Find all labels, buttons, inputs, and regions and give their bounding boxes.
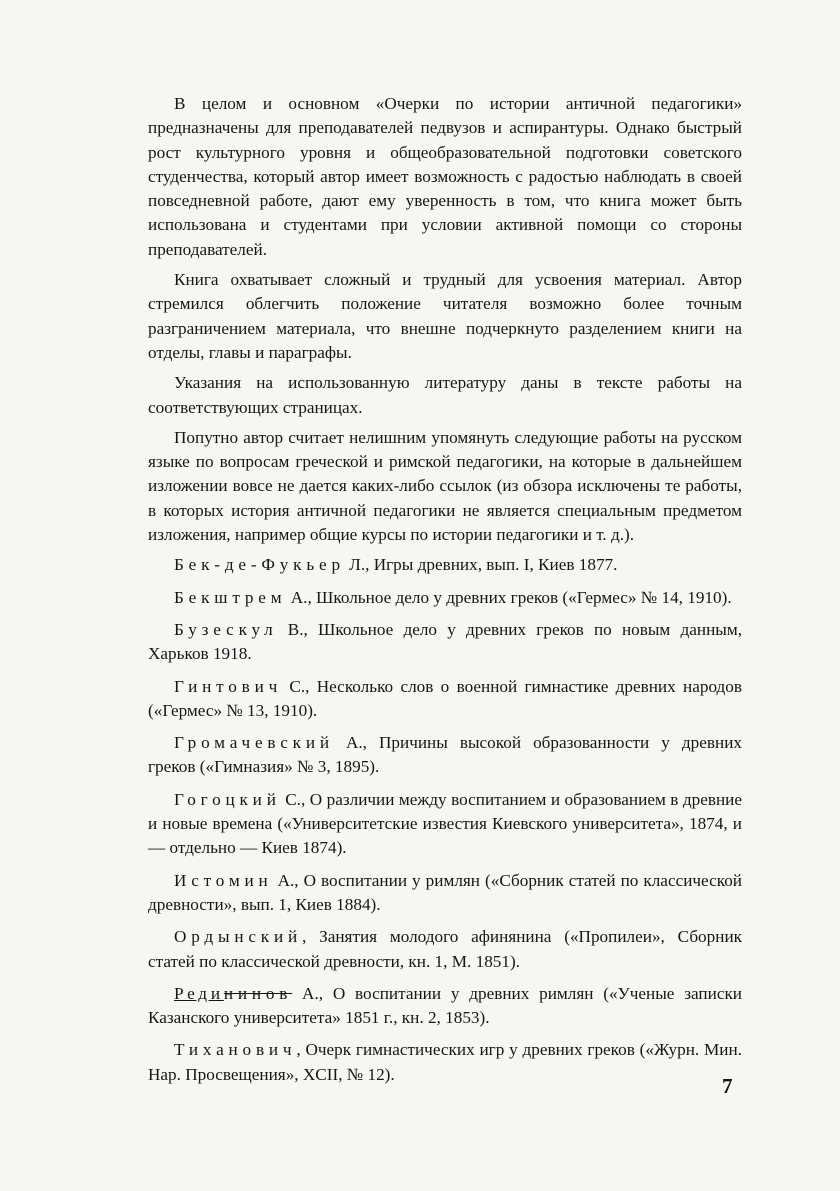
bibliography-author: Гогоцкий xyxy=(174,789,281,809)
bibliography-text: С., Несколько слов о военной гимнастике древних народов («Гермес» № 13, 1910). xyxy=(148,676,742,720)
bibliography-author: Тиханович xyxy=(174,1040,297,1060)
bibliography-author: Бек-де-Фукьер xyxy=(174,555,345,575)
bibliography-entry xyxy=(148,788,742,861)
bibliography-author: Истомин xyxy=(174,870,273,890)
bibliography-text: Л., Игры древних, вып. I, Киев 1877. xyxy=(344,555,618,575)
bibliography-author-handwritten: Реди xyxy=(174,983,224,1003)
bibliography-entry xyxy=(148,731,742,780)
bibliography-text: А., Школьное дело у древних греков («Гермес» № 14, 1910). xyxy=(286,587,732,607)
bibliography-text: , Очерк гимнастических игр у древних греков («Журн. Мин. Нар. Просвещения», XCII, № 12). xyxy=(148,1040,742,1084)
bibliography-entry xyxy=(148,618,742,667)
bibliography-entry xyxy=(148,553,742,577)
bibliography-text: С., О различии между воспитанием и образованием в древние и новые времена («Университетские известия Киевского университета», 1874, и — отдельно — Киев 1874). xyxy=(148,789,742,858)
intro-paragraph-3: Указания на использованную литературу даны в тексте работы на соответствующих страницах. xyxy=(148,373,742,417)
bibliography-entry xyxy=(148,925,742,974)
bibliography-text: А., О воспитании у древних римлян («Ученые записки Казанского университета» 1851 г., кн. 2, 1853). xyxy=(148,983,742,1028)
bibliography-author: Бекштрем xyxy=(174,587,287,607)
bibliography-entry xyxy=(148,869,742,918)
intro-paragraph-4: Попутно автор считает нелишним упомянуть следующие работы на русском языке по вопросам греческой и римской педагогики, на которые в дальнейшем изложении вовсе не дается каких-либо ссылок (из обзора исключены те работы, в которых история античной педагогики не является специальным предметом изложения, например общие курсы по истории педагогики и т. д.). xyxy=(148,427,742,545)
page-body xyxy=(148,92,742,1095)
page-number: 7 xyxy=(722,1074,733,1098)
bibliography-author: Ордынский xyxy=(174,927,302,947)
bibliography-author: Громачевский xyxy=(174,733,334,753)
bibliography-text: А., О воспитании у римлян («Сборник статей по классической древности», вып. 1, Киев 1884). xyxy=(148,870,742,914)
bibliography-entry xyxy=(148,1038,742,1087)
intro-paragraph-2: Книга охватывает сложный и трудный для усвоения материал. Автор стремился облегчить положение читателя возможно более точным разграничением материала, что внешне подчеркнуто разделением книги на отделы, главы и параграфы. xyxy=(148,270,742,362)
bibliography-entry xyxy=(148,982,742,1031)
bibliography-author-struck: нинов xyxy=(223,983,293,1003)
bibliography-author: Бузескул xyxy=(174,619,278,639)
intro-paragraph-1: В целом и основном «Очерки по истории античной педагогики» предназначены для преподавателей педвузов и аспирантуры. Однако быстрый рост культурного уровня и общеобразовательной подготовки советского студенчества, который автор имеет возможность с радостью наблюдать в своей повседневной работе, дают ему уверенность в том, что книга может быть использована и студентами при условии активной помощи со стороны преподавателей. xyxy=(148,94,742,259)
bibliography-text: А., Причины высокой образованности у древних греков («Гимназия» № 3, 1895). xyxy=(148,733,742,777)
bibliography-text: , Занятия молодого афинянина («Пропилеи», Сборник статей по классической древности, кн. 1, М. 1851). xyxy=(148,927,742,971)
bibliography-entry xyxy=(148,586,742,610)
bibliography-author: Гинтович xyxy=(174,676,283,696)
bibliography-entry xyxy=(148,675,742,724)
bibliography-text: В., Школьное дело у древних греков по новым данным, Харьков 1918. xyxy=(148,619,742,664)
